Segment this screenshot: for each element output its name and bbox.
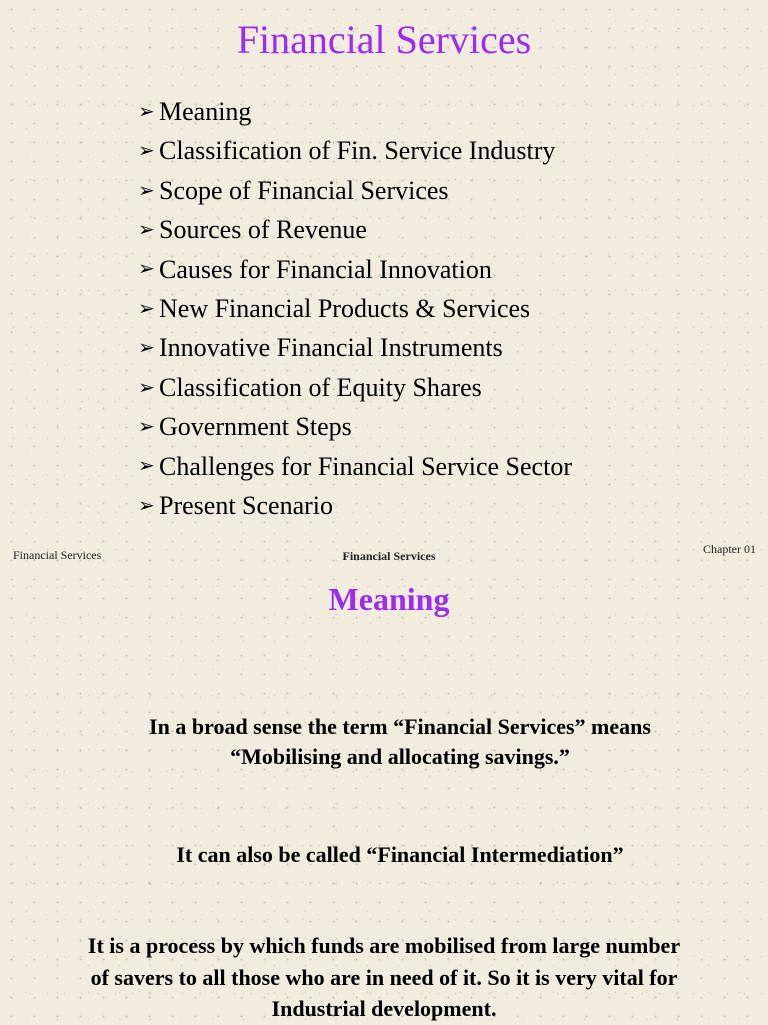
paragraph-line: In a broad sense the term “Financial Services” means xyxy=(149,714,651,739)
arrow-right-icon: ➢ xyxy=(138,455,155,478)
list-item xyxy=(138,407,572,446)
bullet-text: Meaning xyxy=(159,97,252,126)
slide-title: Meaning xyxy=(328,581,450,617)
footer-center-text: Financial Services xyxy=(342,549,436,563)
list-item xyxy=(138,328,572,367)
bullet-text: Present Scenario xyxy=(159,491,334,521)
list-item xyxy=(138,447,572,486)
slide-title: Financial Services xyxy=(236,17,532,62)
bullet-text: Scope of Financial Services xyxy=(159,175,449,205)
footer-left-text: Financial Services xyxy=(13,548,102,562)
arrow-right-icon: ➢ xyxy=(138,140,155,163)
paragraph-definition xyxy=(0,712,768,772)
arrow-right-icon: ➢ xyxy=(138,100,155,123)
arrow-right-icon: ➢ xyxy=(138,218,155,241)
bullet-text: Classification of Equity Shares xyxy=(159,372,482,402)
arrow-right-icon: ➢ xyxy=(138,415,155,438)
bullet-text: Challenges for Financial Service Sector xyxy=(159,451,572,481)
list-item xyxy=(138,210,572,249)
paragraph-line: of savers to all those who are in need of it. So it is very vital for xyxy=(90,964,678,990)
arrow-right-icon: ➢ xyxy=(138,376,155,399)
arrow-right-icon: ➢ xyxy=(138,337,155,360)
footer-chapter-label: Chapter 01 xyxy=(703,542,756,556)
paragraph-line: Industrial development. xyxy=(271,996,497,1021)
arrow-right-icon: ➢ xyxy=(138,258,155,281)
list-item xyxy=(138,368,572,407)
arrow-right-icon: ➢ xyxy=(138,297,155,320)
bullet-text: Causes for Financial Innovation xyxy=(159,254,492,284)
bullet-text: Innovative Financial Instruments xyxy=(159,333,503,363)
list-item xyxy=(138,131,572,170)
paragraph-line: It is a process by which funds are mobilised from large number xyxy=(87,933,681,958)
arrow-right-icon: ➢ xyxy=(138,494,155,517)
paragraph-process xyxy=(0,930,768,1025)
paragraph-intermediation: It can also be called “Financial Intermediation” xyxy=(176,842,624,867)
bullet-list xyxy=(138,92,572,525)
arrow-right-icon: ➢ xyxy=(138,179,155,202)
paragraph-line: “Mobilising and allocating savings.” xyxy=(230,744,570,769)
bullet-text: New Financial Products & Services xyxy=(159,294,531,324)
list-item xyxy=(138,486,572,525)
slide-meaning xyxy=(0,540,768,1024)
bullet-text: Government Steps xyxy=(159,412,352,442)
bullet-text: Sources of Revenue xyxy=(159,215,367,245)
bullet-text: Classification of Fin. Service Industry xyxy=(159,136,556,166)
list-item xyxy=(138,250,572,289)
list-item xyxy=(138,289,572,328)
list-item xyxy=(138,92,572,131)
list-item xyxy=(138,171,572,210)
